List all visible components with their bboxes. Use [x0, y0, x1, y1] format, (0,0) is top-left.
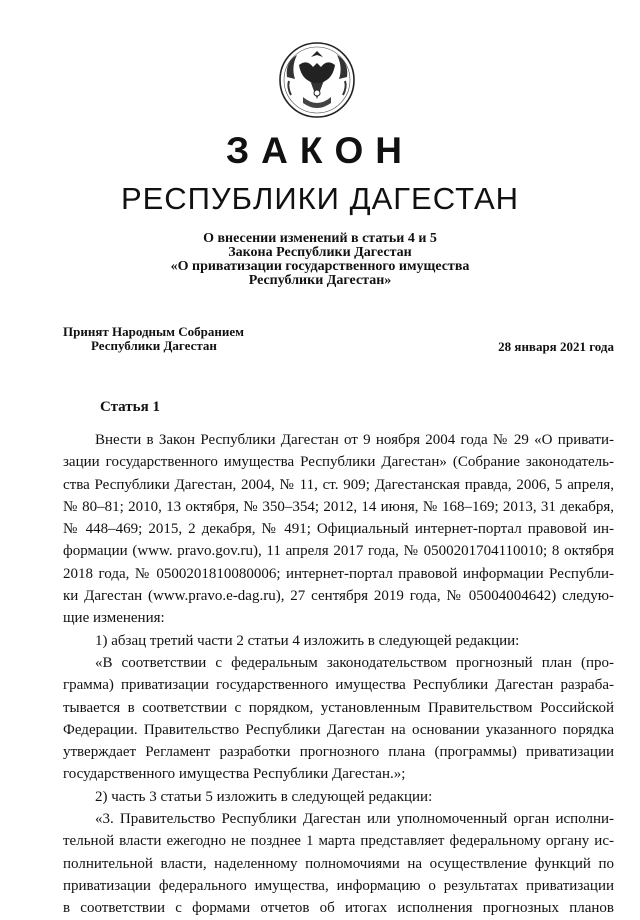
text-line: в соответствии с формами отчетов об итогах исполнения прогнозных планов: [63, 900, 614, 917]
text-line: «3. Правительство Республики Дагестан или уполномоченный орган исполни-: [95, 811, 614, 828]
text-line: государственного имущества Республики Дагестан.»;: [63, 766, 406, 783]
text-line: тывается в соответствии с порядком, установленным Правительством Российской: [63, 699, 614, 716]
heading-line: Республики Дагестан»: [248, 273, 392, 288]
adoption-line: Республики Дагестан: [91, 338, 217, 353]
text-line: щие изменения:: [63, 610, 165, 627]
adoption-date: 28 января 2021 года: [498, 339, 614, 354]
text-line: полнительной власти, наделенному полномочиями на осуществление функций по: [63, 855, 614, 872]
article-body: [63, 429, 614, 920]
text-line: тельной власти ежегодно не позднее 1 марта представляет федеральному органу ис-: [63, 833, 614, 850]
law-heading: [0, 232, 640, 288]
text-line: № 448–469; 2015, 2 декабря, № 491; Официальный интернет-портал правовой ин-: [63, 521, 614, 538]
text-line: ства Республики Дагестан, 2004, № 11, ст. 909; Дагестанская правда, 2006, 5 апреля,: [63, 476, 614, 493]
heading-line: «О приватизации государственного имущества: [170, 259, 470, 274]
text-line: 2018 года, № 0500201810080006; интернет-портал правовой информации Республи-: [63, 565, 614, 582]
text-line: грамма) приватизации государственного имущества Республики Дагестан разраба-: [63, 677, 614, 694]
text-line: 2) часть 3 статьи 5 изложить в следующей редакции:: [95, 788, 433, 805]
law-subtitle: РЕСПУБЛИКИ ДАГЕСТАН: [120, 181, 520, 216]
law-title: ЗАКОН: [226, 130, 414, 171]
heading-line: Закона Республики Дагестан: [228, 245, 412, 260]
adoption-line: Принят Народным Собранием: [63, 324, 245, 339]
text-line: ки Дагестан (www.pravo.e-dag.ru), 27 сентября 2019 года, № 05004004642) следую-: [63, 588, 614, 605]
text-line: приватизации федерального имущества, информацию о результатах приватизации: [63, 877, 614, 894]
heading-line: О внесении изменений в статьи 4 и 5: [203, 231, 437, 246]
text-line: Внести в Закон Республики Дагестан от 9 ноября 2004 года № 29 «О привати-: [95, 432, 614, 448]
adoption-info: [63, 325, 244, 353]
text-line: 1) абзац третий части 2 статьи 4 изложить в следующей редакции:: [95, 632, 520, 649]
text-line: зации государственного имущества Республики Дагестан» (Собрание законодатель-: [63, 454, 614, 471]
coat-of-arms-emblem: [277, 37, 357, 119]
article-title: Статья 1: [100, 399, 160, 415]
text-line: формации (www. pravo.gov.ru), 11 апреля 2017 года, № 0500201704110010; 8 октября: [63, 543, 614, 560]
text-line: Федерации. Правительство Республики Дагестан на основании указанного порядка: [63, 721, 614, 738]
text-line: № 80–81; 2010, 13 октября, № 350–354; 2012, 14 июня, № 168–169; 2013, 31 декабря,: [63, 498, 614, 515]
text-line: утверждает Регламент разработки прогнозного плана (программы) приватизации: [63, 744, 614, 761]
text-line: «В соответствии с федеральным законодательством прогнозный план (про-: [95, 654, 614, 671]
